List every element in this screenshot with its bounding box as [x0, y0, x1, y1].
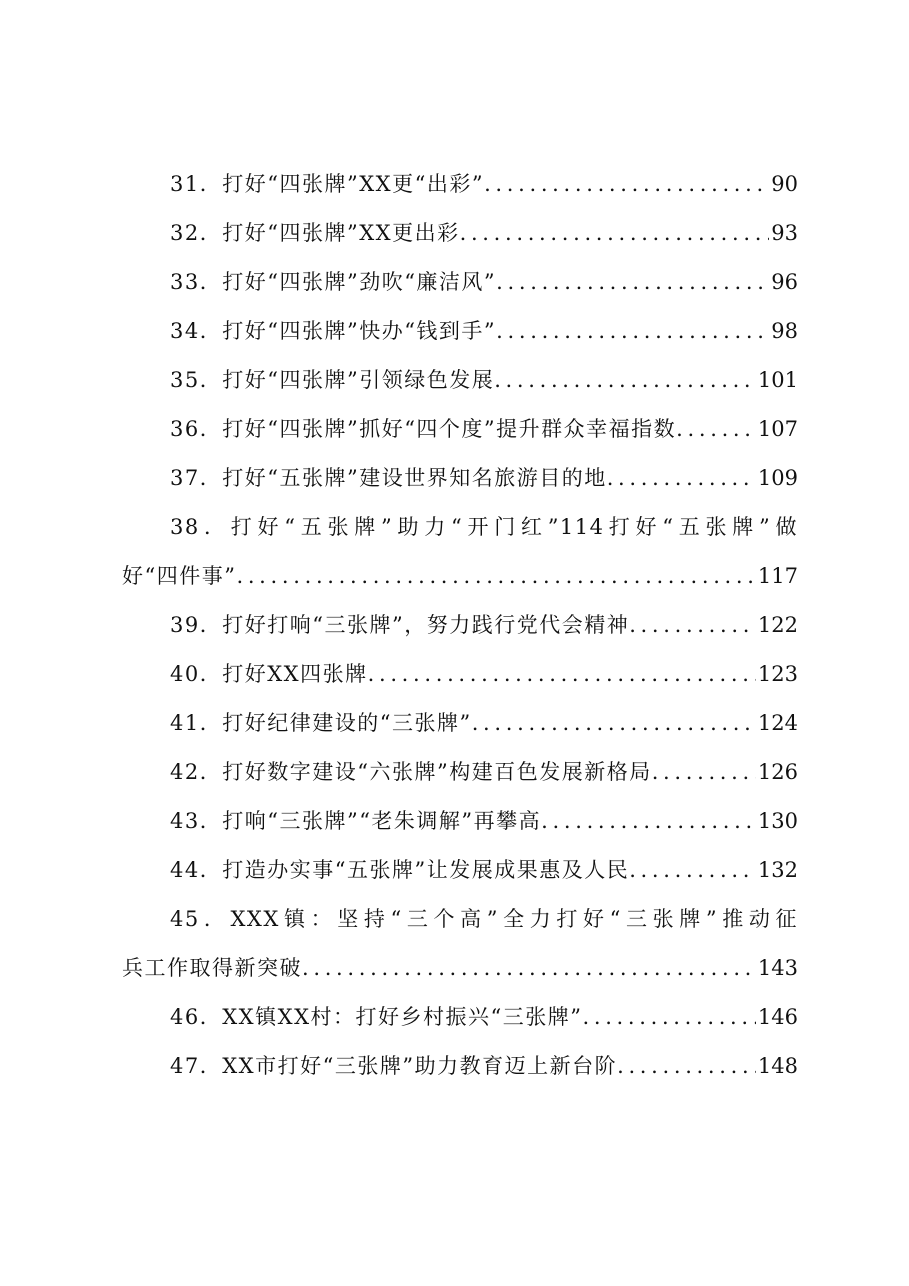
toc-entry-title-line2: 兵工作取得新突破	[122, 956, 302, 980]
toc-entry-title: 33．打好“四张牌”劲吹“廉洁风”	[170, 270, 497, 294]
toc-entry-41[interactable]	[122, 699, 798, 748]
toc-entry-35[interactable]	[122, 356, 798, 405]
toc-entry-39[interactable]	[122, 601, 798, 650]
toc-entry-title: 39．打好打响“三张牌”，努力践行党代会精神	[170, 613, 630, 637]
table-of-contents	[122, 160, 798, 1091]
toc-entry-title: 41．打好纪律建设的“三张牌”	[170, 711, 472, 735]
dot-leader	[629, 846, 756, 895]
toc-entry-title-line1: 38．打好“五张牌”助力“开门红”114打好“五张牌”做	[170, 515, 798, 539]
toc-entry-42[interactable]	[122, 748, 798, 797]
toc-entry-37[interactable]	[122, 454, 798, 503]
dot-leader	[652, 748, 756, 797]
toc-entry-page: 132	[757, 858, 798, 882]
toc-entry-page: 146	[757, 1005, 798, 1029]
toc-entry-title: 35．打好“四张牌”引领绿色发展	[170, 368, 495, 392]
toc-entry-page: 117	[757, 564, 798, 588]
toc-entry-page: 124	[757, 711, 798, 735]
toc-entry-page: 101	[757, 368, 798, 392]
toc-entry-page: 109	[757, 466, 798, 490]
toc-entry-page: 123	[757, 662, 798, 686]
toc-entry-title: 34．打好“四张牌”快办“钱到手”	[170, 319, 497, 343]
dot-leader	[617, 1042, 756, 1091]
toc-entry-page: 130	[757, 809, 798, 833]
toc-entry-page: 98	[771, 319, 798, 343]
toc-entry-title: 36．打好“四张牌”抓好“四个度”提升群众幸福指数	[170, 417, 677, 441]
toc-entry-title-line1: 45．XXX镇：坚持“三个高”全力打好“三张牌”推动征	[170, 907, 798, 931]
dot-leader	[494, 356, 756, 405]
toc-entry-page: 107	[757, 417, 798, 441]
dot-leader	[496, 307, 769, 356]
toc-entry-title: 31．打好“四张牌”XX更“出彩”	[170, 172, 485, 196]
dot-leader	[460, 209, 770, 258]
dot-leader	[629, 601, 756, 650]
dot-leader	[484, 160, 769, 209]
toc-entry-page: 96	[771, 270, 798, 294]
toc-entry-47[interactable]	[122, 1042, 798, 1091]
toc-entry-40[interactable]	[122, 650, 798, 699]
toc-entry-34[interactable]	[122, 307, 798, 356]
dot-leader	[496, 258, 769, 307]
toc-entry-title: 44．打造办实事“五张牌”让发展成果惠及人民	[170, 858, 630, 882]
toc-entry-44[interactable]	[122, 846, 798, 895]
toc-entry-32[interactable]	[122, 209, 798, 258]
toc-entry-page: 126	[757, 760, 798, 784]
toc-entry-title: 43．打响“三张牌”“老朱调解”再攀高	[170, 809, 542, 833]
toc-entry-title: 42．打好数字建设“六张牌”构建百色发展新格局	[170, 760, 652, 784]
toc-entry-title: 37．打好“五张牌”建设世界知名旅游目的地	[170, 466, 607, 490]
dot-leader	[583, 993, 756, 1042]
dot-leader	[541, 797, 756, 846]
dot-leader	[236, 552, 755, 601]
toc-entry-36[interactable]	[122, 405, 798, 454]
toc-entry-page: 93	[771, 221, 798, 245]
toc-entry-33[interactable]	[122, 258, 798, 307]
dot-leader	[368, 650, 756, 699]
toc-entry-page: 90	[771, 172, 798, 196]
toc-entry-title: 40．打好XX四张牌	[170, 662, 368, 686]
toc-entry-38[interactable]	[122, 503, 798, 601]
dot-leader	[676, 405, 756, 454]
toc-entry-43[interactable]	[122, 797, 798, 846]
toc-entry-45[interactable]	[122, 895, 798, 993]
dot-leader	[302, 944, 756, 993]
toc-entry-page: 122	[757, 613, 798, 637]
toc-entry-page: 148	[757, 1054, 798, 1078]
dot-leader	[472, 699, 756, 748]
toc-entry-title: 46．XX镇XX村：打好乡村振兴“三张牌”	[170, 1005, 583, 1029]
toc-entry-page: 143	[757, 956, 798, 980]
toc-entry-title: 32．打好“四张牌”XX更出彩	[170, 221, 460, 245]
toc-entry-title: 47．XX市打好“三张牌”助力教育迈上新台阶	[170, 1054, 618, 1078]
toc-entry-31[interactable]	[122, 160, 798, 209]
dot-leader	[607, 454, 756, 503]
toc-entry-46[interactable]	[122, 993, 798, 1042]
toc-entry-title-line2: 好“四件事”	[122, 564, 237, 588]
